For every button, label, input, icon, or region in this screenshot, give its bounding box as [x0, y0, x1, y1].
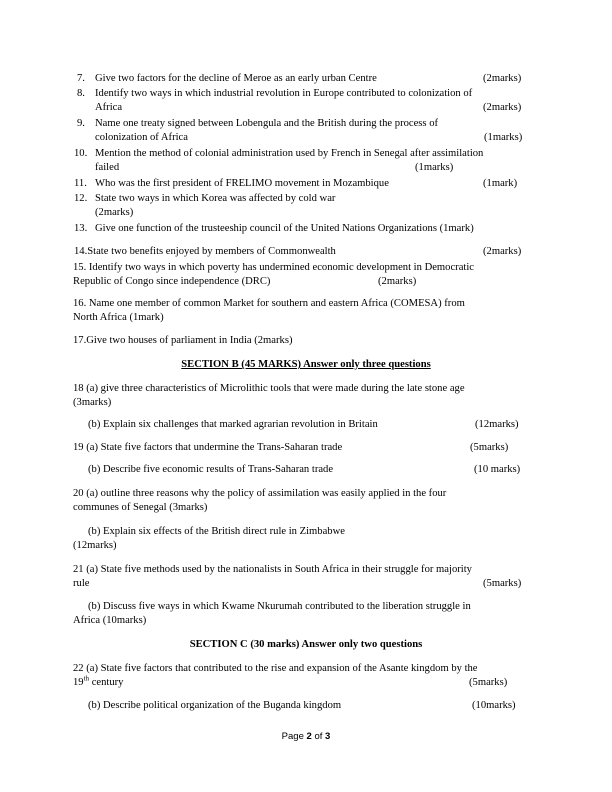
question-8	[0, 87, 612, 115]
question-a-text-cont: communes of Senegal (3marks)	[73, 502, 208, 514]
question-text: Mention the method of colonial administration used by French in Senegal after assimilation	[95, 148, 484, 159]
question-marks: (5marks)	[483, 578, 522, 590]
question-marks: (2marks)	[483, 246, 522, 257]
question-marks: (10 marks)	[474, 464, 521, 475]
question-marks: (5marks)	[470, 442, 509, 453]
question-10	[0, 147, 612, 175]
question-number: 13.	[74, 223, 88, 234]
question-a-text-cont: 19th century	[73, 674, 124, 689]
question-18b	[0, 418, 612, 432]
question-b-text: (b) Explain six effects of the British direct rule in Zimbabwe	[88, 526, 345, 537]
question-b-text-cont: Africa (10marks)	[73, 615, 147, 627]
question-a-text: 22 (a) State five factors that contributed to the rise and expansion of the Asante kingdom by the	[73, 663, 478, 674]
question-number: 12.	[74, 193, 88, 204]
question-text: Give two factors for the decline of Meroe as an early urban Centre	[95, 73, 377, 84]
question-a-text: 19 (a) State five factors that undermine the Trans-Saharan trade	[73, 442, 343, 453]
question-7	[0, 72, 612, 86]
question-14	[0, 245, 612, 259]
question-13	[0, 222, 612, 236]
question-marks: (2marks)	[483, 102, 522, 114]
question-marks: (12marks)	[475, 419, 519, 430]
question-text: 17.Give two houses of parliament in India (2marks)	[73, 335, 293, 346]
question-15	[0, 261, 612, 289]
question-text: Name one treaty signed between Lobengula and the British during the process of	[95, 118, 439, 129]
question-19b	[0, 463, 612, 477]
footer-page-total: 3	[325, 731, 331, 742]
question-marks: (10marks)	[472, 700, 516, 711]
question-a-text-cont: rule	[73, 578, 90, 590]
question-22	[0, 662, 612, 690]
question-text: 14.State two benefits enjoyed by members of Commonwealth	[74, 246, 336, 257]
footer-page-word: Page	[281, 731, 304, 742]
question-marks: (2marks)	[483, 73, 522, 84]
question-21	[0, 563, 612, 591]
question-number: 10.	[74, 148, 88, 159]
question-text: Who was the first president of FRELIMO movement in Mozambique	[95, 178, 389, 189]
question-text: 16. Name one member of common Market for southern and eastern Africa (COMESA) from	[73, 298, 465, 309]
question-number: 11.	[74, 178, 87, 189]
question-12	[0, 192, 612, 220]
question-b-text: (b) Describe five economic results of Trans-Saharan trade	[88, 464, 334, 475]
question-marks: (1marks)	[415, 162, 454, 174]
question-text-cont: North Africa (1mark)	[73, 312, 164, 324]
question-21b	[0, 600, 612, 628]
question-20b	[0, 525, 612, 553]
question-text-cont: Africa	[95, 102, 123, 114]
footer-page-number: 2	[306, 731, 312, 742]
question-text: 15. Identify two ways in which poverty has undermined economic development in Democratic	[73, 262, 474, 273]
question-marks: (5marks)	[469, 677, 508, 689]
question-20	[0, 487, 612, 515]
question-11	[0, 177, 612, 191]
question-a-text: 18 (a) give three characteristics of Microlithic tools that were made during the late stone age	[73, 383, 465, 394]
question-17	[0, 334, 612, 348]
question-b-text: (b) Describe political organization of the Buganda kingdom	[88, 700, 342, 711]
question-text: Identify two ways in which industrial revolution in Europe contributed to colonization of	[95, 88, 473, 99]
question-9	[0, 117, 612, 145]
question-marks: (1mark)	[483, 178, 518, 189]
question-a-text: 21 (a) State five methods used by the nationalists in South Africa in their struggle for majority	[73, 564, 472, 575]
question-marks: (2marks)	[95, 207, 134, 219]
question-text: Give one function of the trusteeship council of the United Nations Organizations (1mark)	[95, 223, 474, 234]
section-c-heading: SECTION C (30 marks) Answer only two questions	[189, 639, 423, 650]
question-18	[0, 382, 612, 410]
question-marks: (1marks)	[484, 132, 523, 144]
question-b-text: (b) Explain six challenges that marked agrarian revolution in Britain	[88, 419, 378, 430]
question-16	[0, 297, 612, 325]
section-b-heading: SECTION B (45 MARKS) Answer only three questions	[181, 359, 431, 370]
page-footer	[0, 730, 612, 744]
question-a-text: 20 (a) outline three reasons why the policy of assimilation was easily applied in the four	[73, 488, 447, 499]
question-marks: (12marks)	[73, 540, 117, 552]
question-a-marks: (3marks)	[73, 397, 112, 409]
question-text: State two ways in which Korea was affected by cold war	[95, 193, 336, 204]
question-text-cont: Republic of Congo since independence (DRC)	[73, 276, 271, 288]
question-number: 8.	[77, 88, 85, 99]
question-text-cont: failed	[95, 162, 120, 174]
question-b-text: (b) Discuss five ways in which Kwame Nkurumah contributed to the liberation struggle in	[88, 601, 471, 612]
question-number: 9.	[77, 118, 85, 129]
question-marks: (2marks)	[378, 276, 417, 288]
footer-of-word: of	[314, 731, 323, 742]
question-22b	[0, 699, 612, 713]
ordinal-suffix: th	[83, 674, 90, 683]
question-text-cont: colonization of Africa	[95, 132, 188, 144]
question-19	[0, 441, 612, 455]
question-number: 7.	[77, 73, 85, 84]
